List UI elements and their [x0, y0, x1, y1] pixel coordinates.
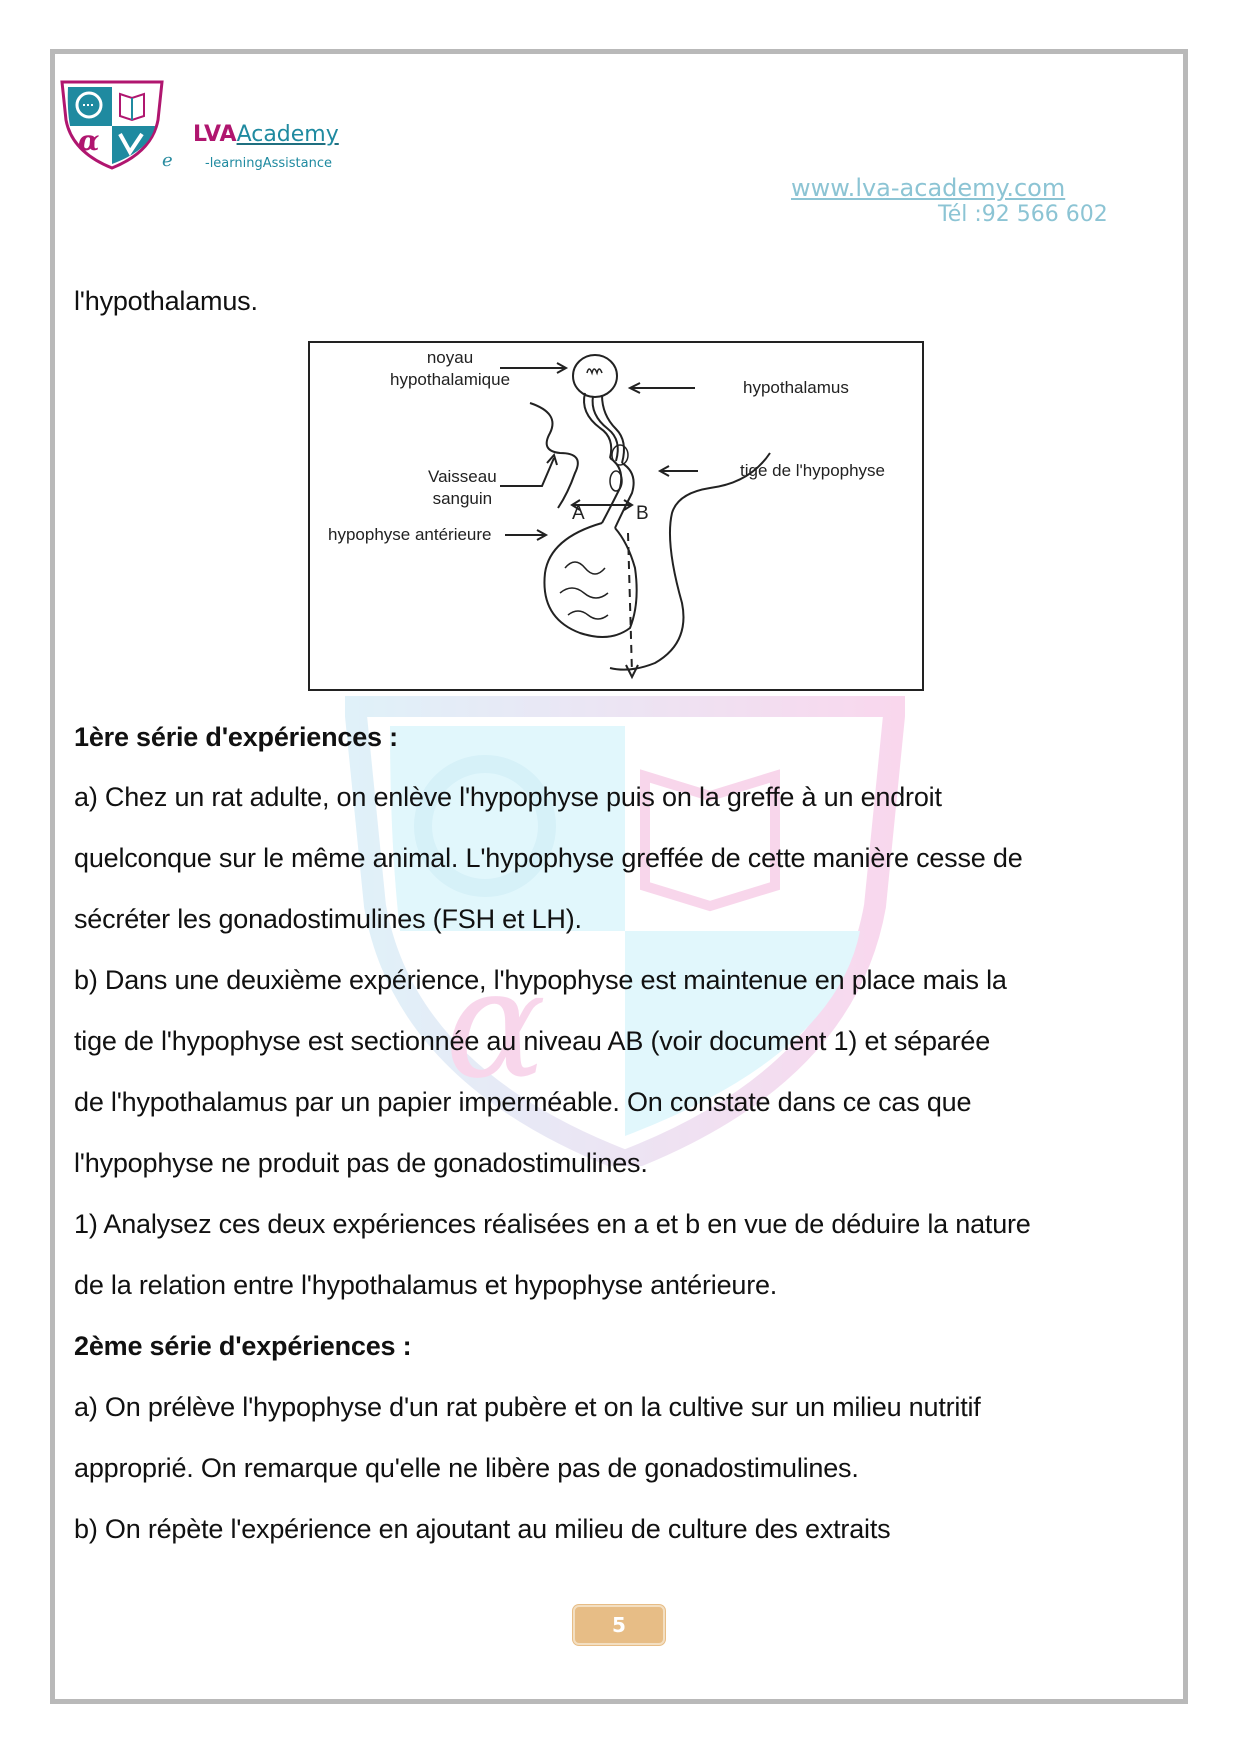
label-hypophyse-anterieure: hypophyse antérieure — [328, 525, 492, 544]
paragraph-line: tige de l'hypophyse est sectionnée au niveau AB (voir document 1) et séparée — [74, 1026, 991, 1056]
section1-title: 1ère série d'expériences : — [74, 722, 398, 752]
section2-title: 2ème série d'expériences : — [74, 1331, 412, 1361]
label-point-a: A — [572, 503, 585, 524]
label-vaisseau-line2: sanguin — [432, 489, 493, 508]
brand-lva: LVA — [193, 122, 237, 147]
question-line: de la relation entre l'hypothalamus et hypophyse antérieure. — [74, 1270, 778, 1300]
svg-text:α: α — [445, 938, 547, 1112]
question-line: 1) Analysez ces deux expériences réalisées en a et b en vue de déduire la nature — [74, 1209, 1031, 1239]
label-noyau-line1: noyau — [426, 348, 474, 367]
page-number-badge: 5 — [573, 1605, 665, 1645]
label-vaisseau-line1: Vaisseau — [428, 467, 497, 486]
label-vaisseau — [428, 466, 497, 510]
paragraph-line: b) On répète l'expérience en ajoutant au milieu de culture des extraits — [74, 1514, 891, 1544]
brand-name — [193, 122, 339, 147]
paragraph-line: quelconque sur le même animal. L'hypophyse greffée de cette manière cesse de — [74, 843, 1023, 873]
brand-academy: Academy — [236, 122, 339, 147]
label-point-b: B — [636, 503, 649, 524]
paragraph-line: l'hypophyse ne produit pas de gonadostimulines. — [74, 1148, 648, 1178]
label-noyau — [390, 347, 510, 391]
hypothalamus-hypophysis-diagram — [308, 341, 924, 691]
noyau-circle — [573, 355, 617, 397]
intro-tail-text: l'hypothalamus. — [74, 286, 258, 316]
label-noyau-line2: hypothalamique — [390, 370, 511, 389]
brand-subtitle: -learningAssistance — [205, 156, 332, 171]
phone-number: Tél :92 566 602 — [938, 202, 1108, 227]
label-hypothalamus: hypothalamus — [743, 378, 849, 397]
logo-e-letter: e — [162, 150, 173, 171]
website-link[interactable]: www.lva-academy.com — [791, 174, 1066, 202]
paragraph-line: sécréter les gonadostimulines (FSH et LH). — [74, 904, 582, 934]
svg-text:α: α — [78, 124, 100, 157]
paragraph-line: a) Chez un rat adulte, on enlève l'hypophyse puis on la greffe à un endroit — [74, 782, 942, 812]
paragraph-line: a) On prélève l'hypophyse d'un rat pubère et on la cultive sur un milieu nutritif — [74, 1392, 981, 1422]
label-tige: tige de l'hypophyse — [740, 461, 886, 480]
paragraph-line: b) Dans une deuxième expérience, l'hypophyse est maintenue en place mais la — [74, 965, 1007, 995]
paragraph-line: approprié. On remarque qu'elle ne libère pas de gonadostimulines. — [74, 1453, 859, 1483]
lva-shield-logo — [58, 80, 166, 170]
paragraph-line: de l'hypothalamus par un papier imperméable. On constate dans ce cas que — [74, 1087, 972, 1117]
